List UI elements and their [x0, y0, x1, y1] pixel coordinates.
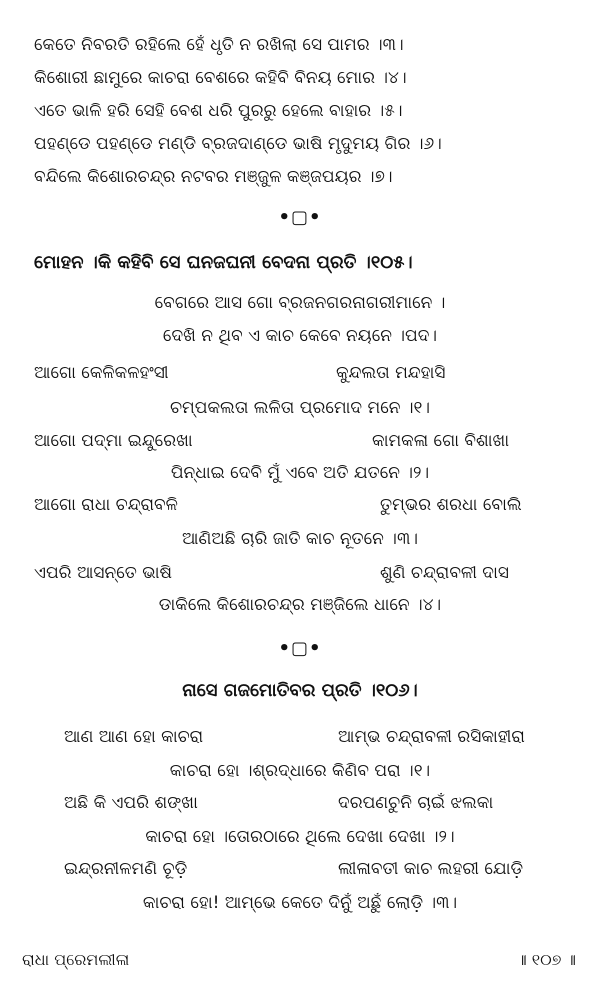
stanza-center: କାଚରା ହୋ ।ଶ୍ରଦ୍ଧାରେ କିଣିବ ପରା ।୧। [169, 761, 431, 781]
stanza-right: ତୁମ୍ଭର ଶରଧା ବୋଲି [380, 495, 522, 515]
stanza-right: ଆମ୍ଭ ଚନ୍ଦ୍ରାବଳୀ ରସିକାହୀରା [338, 727, 525, 747]
section-ornament: •▢• [278, 638, 322, 659]
page-number: ॥ ୧୦୭ ॥ [517, 950, 576, 969]
refrain-line: ଦେଖି ନ ଥିବ ଏ କାଚ କେବେ ନୟନେ ।ପଦ। [162, 326, 438, 346]
verse-line: କେତେ ନିବରତି ରହିଲେ ହେଁ ଧୃତି ନ ରଖିଲା ସେ ପାମର ।୩। [34, 35, 404, 55]
stanza-right: ଲୀଳାବତୀ କାଚ ଲହରୀ ଯୋଡ଼ି [338, 859, 524, 879]
verse-line: ବନ୍ଦିଲେ କିଶୋରଚନ୍ଦ୍ର ନଟବର ମଞ୍ଜୁଳ କଞ୍ଜପୟର ।୭। [34, 167, 393, 187]
refrain-line: ବେଗରେ ଆସ ଗୋ ବ୍ରଜନଗରନାଗରୀମାନେ । [154, 293, 446, 313]
stanza-center: ଆଣିଅଛି ଚାରି ଜାତି କାଚ ନୂତନେ ।୩। [182, 529, 418, 549]
verse-line: କିଶୋରୀ ଛାମୁରେ କାଚରା ବେଶରେ କହିବି ବିନୟ ମୋର ।୪। [34, 68, 407, 88]
verse-line: ପହଣ୍ଡେ ପହଣ୍ଡେ ମଣ୍ଡି ବ୍ରଜଦାଣ୍ଡେ ଭାଷି ମୃଦୁମୟ ଗିର ।୬। [34, 134, 442, 154]
stanza-right: ଶୁଣି ଚନ୍ଦ୍ରାବଳୀ ଦାସ [380, 563, 509, 583]
book-title: ରାଧା ପ୍ରେମଲୀଳା [22, 950, 130, 969]
verse-line: ଏତେ ଭାଳି ହରି ସେହି ବେଶ ଧରି ପୁରରୁ ହେଲେ ବାହାର ।୫। [34, 101, 403, 121]
stanza-right: କାମକଳା ଗୋ ବିଶାଖା [372, 431, 510, 451]
stanza-right: ଦରପଣଚୁନି ଚାଇଁ ଝଲକା [338, 793, 494, 813]
stanza-center: ଡାକିଲେ କିଶୋରଚନ୍ଦ୍ର ମଞ୍ଜିଲେ ଧାନେ ।୪। [158, 595, 442, 615]
stanza-center: ଚମ୍ପକଲତା ଲଳିତା ପ୍ରମୋଦ ମନେ ।୧। [169, 398, 431, 418]
stanza-left: ଆଣ ଆଣ ହୋ କାଚରା [64, 727, 204, 747]
stanza-center: କାଚରା ହୋ ।ତୋରଠାରେ ଥିଲେ ଦେଖା ଦେଖା ।୨। [145, 827, 455, 847]
stanza-center: ପିନ୍ଧାଇ ଦେବି ମୁଁ ଏବେ ଅତି ଯତନେ ।୨। [170, 463, 430, 483]
stanza-left: ଆଗୋ ରାଧା ଚନ୍ଦ୍ରାବଳି [34, 495, 178, 515]
stanza-left: ଅଛି କି ଏପରି ଶଙ୍ଖା [64, 793, 198, 813]
stanza-left: ଇନ୍ଦ୍ରନୀଳମଣି ଚୂଡ଼ି [64, 859, 188, 879]
stanza-right: କୁନ୍ଦଲତା ମନ୍ଦହାସି [336, 363, 446, 383]
song-heading: ମୋହନ ।କି କହିବି ସେ ଘନଜଘନୀ ବେଦନା ପ୍ରତି ।୧୦୫। [34, 252, 413, 273]
stanza-left: ଏପରି ଆସନ୍ତେ ଭାଷି [34, 563, 173, 583]
section-ornament: •▢• [278, 207, 322, 228]
song-heading: ନାସେ ଗଜମୋତିବର ପ୍ରତି ।୧୦୬। [182, 680, 418, 701]
stanza-left: ଆଗୋ କେଳିକଳହଂସୀ [34, 363, 169, 383]
stanza-center: କାଚରା ହୋ! ଆମ୍ଭେ କେତେ ଦିନୁଁ ଅଛୁଁ ଲୋଡ଼ି ।୩। [142, 893, 458, 913]
stanza-left: ଆଗୋ ପଦ୍ମା ଇନ୍ଦୁରେଖା [34, 431, 193, 451]
